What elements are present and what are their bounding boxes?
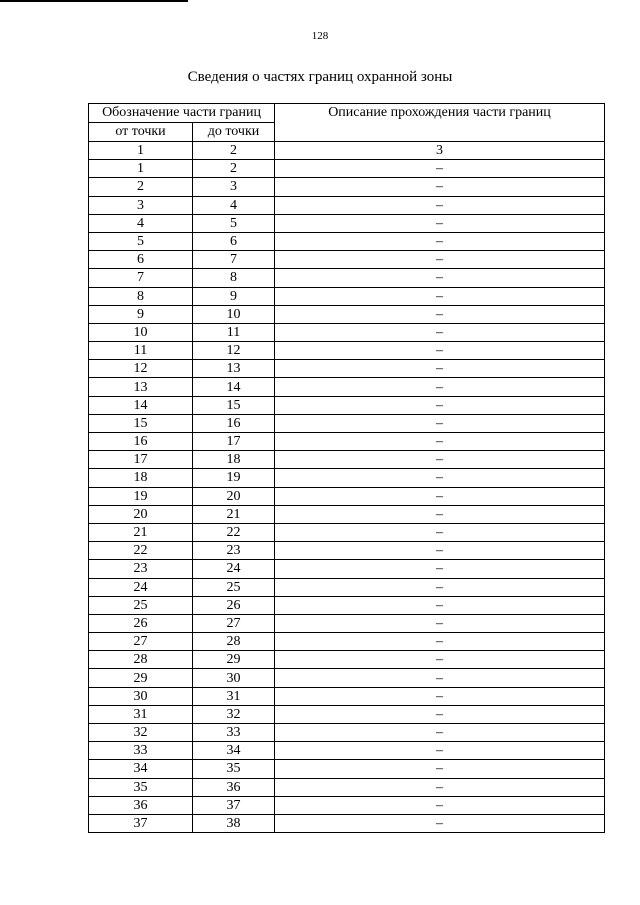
to-point-cell: 29 <box>193 651 275 669</box>
to-point-cell: 34 <box>193 742 275 760</box>
from-point-cell: 34 <box>89 760 193 778</box>
to-point-cell: 7 <box>193 251 275 269</box>
description-cell: – <box>275 523 605 541</box>
to-point-cell: 3 <box>193 178 275 196</box>
table-row <box>89 523 605 541</box>
description-cell: – <box>275 487 605 505</box>
description-cell: – <box>275 633 605 651</box>
table-row <box>89 760 605 778</box>
table-row <box>89 196 605 214</box>
table-row <box>89 487 605 505</box>
description-cell: – <box>275 323 605 341</box>
table-row <box>89 542 605 560</box>
description-cell: – <box>275 160 605 178</box>
from-point-cell: 12 <box>89 360 193 378</box>
description-cell: – <box>275 796 605 814</box>
to-point-cell: 37 <box>193 796 275 814</box>
table-row <box>89 232 605 250</box>
from-point-cell: 30 <box>89 687 193 705</box>
description-cell: – <box>275 814 605 832</box>
description-cell: – <box>275 760 605 778</box>
description-cell: – <box>275 414 605 432</box>
description-cell: – <box>275 451 605 469</box>
table-row <box>89 360 605 378</box>
table-row <box>89 778 605 796</box>
description-cell: – <box>275 305 605 323</box>
to-point-cell: 15 <box>193 396 275 414</box>
to-point-cell: 32 <box>193 705 275 723</box>
description-cell: – <box>275 342 605 360</box>
from-point-cell: 18 <box>89 469 193 487</box>
from-point-cell: 37 <box>89 814 193 832</box>
description-cell: – <box>275 433 605 451</box>
description-cell: – <box>275 542 605 560</box>
to-point-cell: 33 <box>193 724 275 742</box>
index-row <box>89 142 605 160</box>
description-cell: – <box>275 360 605 378</box>
to-point-cell: 13 <box>193 360 275 378</box>
header-description: Описание прохождения части границ <box>275 104 605 142</box>
table-row <box>89 651 605 669</box>
from-point-cell: 22 <box>89 542 193 560</box>
table-row <box>89 742 605 760</box>
to-point-cell: 36 <box>193 778 275 796</box>
table-row <box>89 160 605 178</box>
to-point-cell: 24 <box>193 560 275 578</box>
description-cell: – <box>275 669 605 687</box>
page-number: 128 <box>311 30 329 42</box>
from-point-cell: 32 <box>89 724 193 742</box>
to-point-cell: 6 <box>193 232 275 250</box>
from-point-cell: 9 <box>89 305 193 323</box>
table-row <box>89 305 605 323</box>
to-point-cell: 18 <box>193 451 275 469</box>
table-row <box>89 596 605 614</box>
to-point-cell: 22 <box>193 523 275 541</box>
table-row <box>89 469 605 487</box>
description-cell: – <box>275 578 605 596</box>
boundary-parts-table <box>88 103 605 833</box>
table-row <box>89 414 605 432</box>
to-point-cell: 26 <box>193 596 275 614</box>
to-point-cell: 2 <box>193 160 275 178</box>
to-point-cell: 38 <box>193 814 275 832</box>
table-row <box>89 669 605 687</box>
from-point-cell: 4 <box>89 214 193 232</box>
to-point-cell: 21 <box>193 505 275 523</box>
table-row <box>89 814 605 832</box>
to-point-cell: 17 <box>193 433 275 451</box>
to-point-cell: 4 <box>193 196 275 214</box>
from-point-cell: 14 <box>89 396 193 414</box>
index-cell: 2 <box>193 142 275 160</box>
table-row <box>89 342 605 360</box>
table-row <box>89 451 605 469</box>
index-cell: 1 <box>89 142 193 160</box>
table-row <box>89 578 605 596</box>
from-point-cell: 35 <box>89 778 193 796</box>
description-cell: – <box>275 396 605 414</box>
from-point-cell: 20 <box>89 505 193 523</box>
table-row <box>89 178 605 196</box>
description-cell: – <box>275 378 605 396</box>
to-point-cell: 19 <box>193 469 275 487</box>
table-row <box>89 705 605 723</box>
table-row <box>89 505 605 523</box>
header-from-point: от точки <box>89 123 193 142</box>
document-title: Сведения о частях границ охранной зоны <box>187 69 453 85</box>
to-point-cell: 12 <box>193 342 275 360</box>
description-cell: – <box>275 651 605 669</box>
description-cell: – <box>275 269 605 287</box>
from-point-cell: 5 <box>89 232 193 250</box>
description-cell: – <box>275 724 605 742</box>
description-cell: – <box>275 232 605 250</box>
table-row <box>89 633 605 651</box>
table-row <box>89 687 605 705</box>
header-to-point: до точки <box>193 123 275 142</box>
from-point-cell: 28 <box>89 651 193 669</box>
to-point-cell: 25 <box>193 578 275 596</box>
table-row <box>89 269 605 287</box>
header-boundary-designation: Обозначение части границ <box>89 104 275 123</box>
from-point-cell: 13 <box>89 378 193 396</box>
description-cell: – <box>275 560 605 578</box>
from-point-cell: 17 <box>89 451 193 469</box>
to-point-cell: 20 <box>193 487 275 505</box>
description-cell: – <box>275 178 605 196</box>
from-point-cell: 16 <box>89 433 193 451</box>
table-row <box>89 251 605 269</box>
table-header <box>89 104 605 142</box>
from-point-cell: 11 <box>89 342 193 360</box>
table-row <box>89 724 605 742</box>
from-point-cell: 27 <box>89 633 193 651</box>
from-point-cell: 31 <box>89 705 193 723</box>
from-point-cell: 25 <box>89 596 193 614</box>
from-point-cell: 2 <box>89 178 193 196</box>
table-row <box>89 560 605 578</box>
to-point-cell: 8 <box>193 269 275 287</box>
from-point-cell: 36 <box>89 796 193 814</box>
from-point-cell: 21 <box>89 523 193 541</box>
table-row <box>89 396 605 414</box>
from-point-cell: 19 <box>89 487 193 505</box>
index-cell: 3 <box>275 142 605 160</box>
description-cell: – <box>275 505 605 523</box>
description-cell: – <box>275 196 605 214</box>
description-cell: – <box>275 687 605 705</box>
to-point-cell: 16 <box>193 414 275 432</box>
table-row <box>89 796 605 814</box>
from-point-cell: 8 <box>89 287 193 305</box>
from-point-cell: 1 <box>89 160 193 178</box>
from-point-cell: 33 <box>89 742 193 760</box>
description-cell: – <box>275 469 605 487</box>
to-point-cell: 30 <box>193 669 275 687</box>
from-point-cell: 26 <box>89 614 193 632</box>
description-cell: – <box>275 596 605 614</box>
from-point-cell: 23 <box>89 560 193 578</box>
to-point-cell: 5 <box>193 214 275 232</box>
top-rule <box>0 0 188 2</box>
description-cell: – <box>275 214 605 232</box>
to-point-cell: 23 <box>193 542 275 560</box>
table-body <box>89 142 605 833</box>
to-point-cell: 28 <box>193 633 275 651</box>
table-row <box>89 378 605 396</box>
to-point-cell: 14 <box>193 378 275 396</box>
from-point-cell: 3 <box>89 196 193 214</box>
from-point-cell: 15 <box>89 414 193 432</box>
table-row <box>89 323 605 341</box>
to-point-cell: 9 <box>193 287 275 305</box>
to-point-cell: 31 <box>193 687 275 705</box>
to-point-cell: 11 <box>193 323 275 341</box>
description-cell: – <box>275 742 605 760</box>
description-cell: – <box>275 614 605 632</box>
table-row <box>89 214 605 232</box>
from-point-cell: 29 <box>89 669 193 687</box>
to-point-cell: 10 <box>193 305 275 323</box>
from-point-cell: 7 <box>89 269 193 287</box>
from-point-cell: 10 <box>89 323 193 341</box>
to-point-cell: 27 <box>193 614 275 632</box>
description-cell: – <box>275 705 605 723</box>
table-row <box>89 614 605 632</box>
description-cell: – <box>275 778 605 796</box>
to-point-cell: 35 <box>193 760 275 778</box>
from-point-cell: 6 <box>89 251 193 269</box>
table-row <box>89 433 605 451</box>
description-cell: – <box>275 251 605 269</box>
from-point-cell: 24 <box>89 578 193 596</box>
description-cell: – <box>275 287 605 305</box>
table-row <box>89 287 605 305</box>
